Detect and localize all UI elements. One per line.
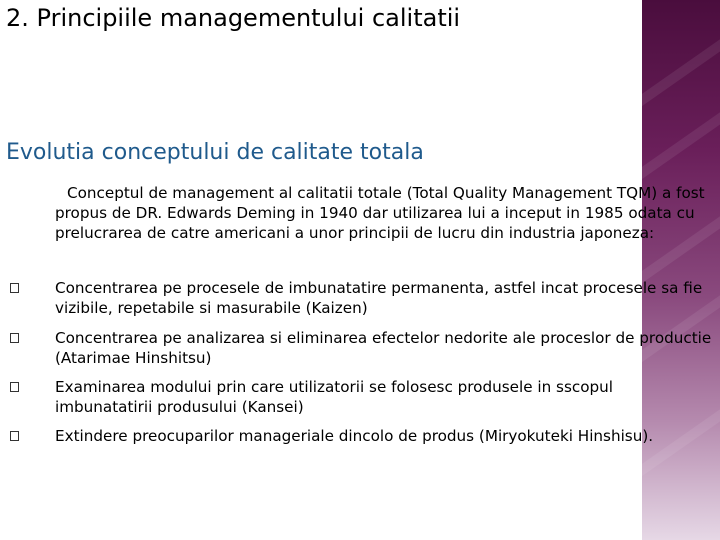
bullet-text: Examinarea modului prin care utilizatorii se folosesc produsele in sscopul imbunatatirii produsului (Kansei) <box>55 378 614 416</box>
slide-title: 2. Principiile managementului calitatii <box>6 4 461 32</box>
strip-diagonal-line <box>642 95 720 195</box>
strip-diagonal-line <box>642 15 720 115</box>
bullet-text: Concentrarea pe analizarea si eliminarea efectelor nedorite ale proceslor de productie (Atarimae Hinshitsu) <box>55 329 712 367</box>
checkbox-bullet-icon <box>10 283 19 293</box>
checkbox-bullet-icon <box>10 382 19 392</box>
checkbox-bullet-icon <box>10 333 19 343</box>
decorative-side-strip <box>642 0 720 540</box>
bullet-text: Concentrarea pe procesele de imbunatatire permanenta, astfel incat procesele sa fie vizibile, repetabile si masurabile (Kaizen) <box>55 279 703 317</box>
slide-subtitle: Evolutia conceptului de calitate totala <box>6 140 424 165</box>
checkbox-bullet-icon <box>10 431 19 441</box>
intro-text: Conceptul de management al calitatii totale (Total Quality Management TQM) a fost propus de DR. Edwards Deming in 1940 dar utilizarea lui a inceput in 1985 odata cu prelucrarea de catre americani a unor principii de lucru din industria japoneza: <box>55 184 705 242</box>
intro-paragraph <box>55 183 705 243</box>
bullet-text: Extindere preocuparilor manageriale dincolo de produs (Miryokuteki Hinshisu). <box>55 427 654 445</box>
